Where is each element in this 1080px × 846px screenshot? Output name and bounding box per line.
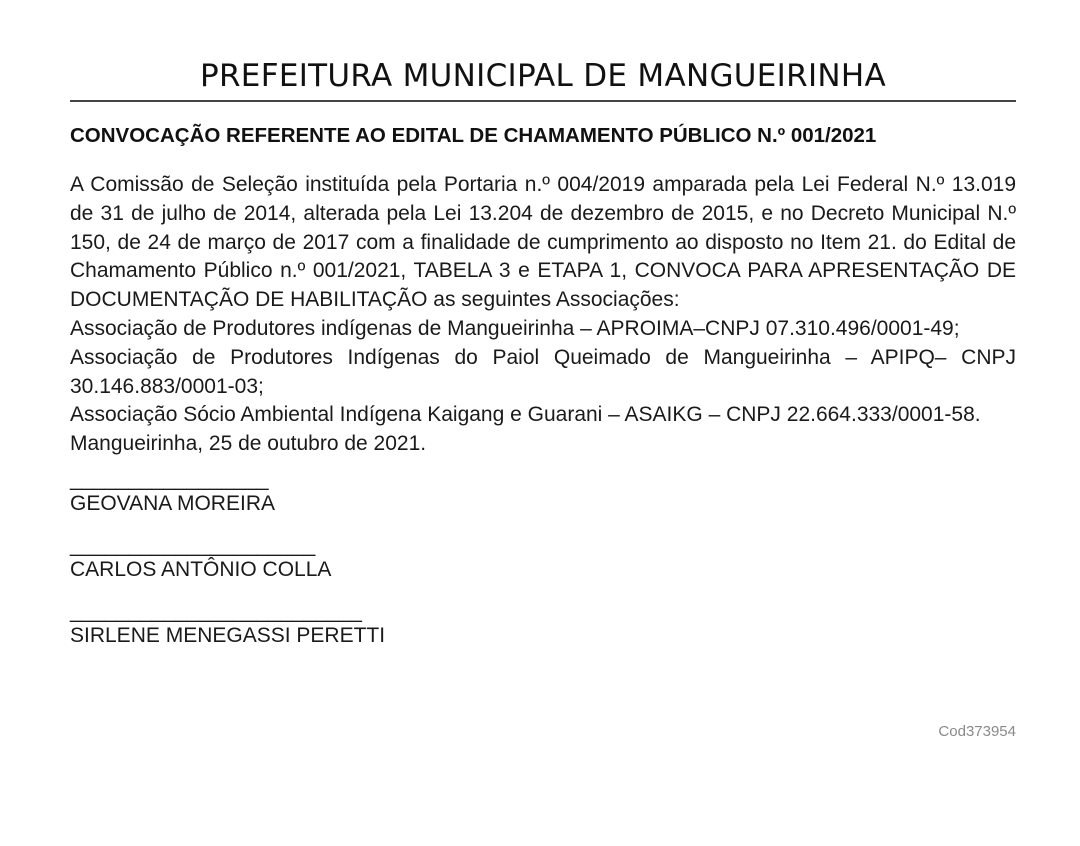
signature-entry xyxy=(70,601,1016,649)
signature-block xyxy=(70,469,1016,649)
document-heading: CONVOCAÇÃO REFERENTE AO EDITAL DE CHAMAMENTO PÚBLICO N.º 001/2021 xyxy=(70,124,877,147)
document-page xyxy=(70,56,1016,649)
intro-paragraph: A Comissão de Seleção instituída pela Portaria n.º 004/2019 amparada pela Lei Federal N.º 13.019 de 31 de julho de 2014, alterada pela Lei 13.204 de dezembro de 2015, e no Decreto Municipal N.º 150, de 24 de março de 2017 com a finalidade de cumprimento ao disposto no Item 21. do Edital de Chamamento Público n.º 001/2021, TABELA 3 e ETAPA 1, CONVOCA PARA APRESENTAÇÃO DE DOCUMENTAÇÃO DE HABILITAÇÃO as seguintes Associações: xyxy=(70,173,1016,312)
title-divider xyxy=(70,100,1016,102)
place-date: Mangueirinha, 25 de outubro de 2021. xyxy=(70,432,427,456)
signature-line: _________________ xyxy=(70,467,269,491)
signature-entry xyxy=(70,469,1016,517)
document-body xyxy=(70,171,1016,459)
signatory-name: CARLOS ANTÔNIO COLLA xyxy=(70,557,332,581)
signatory-name: GEOVANA MOREIRA xyxy=(70,491,275,515)
association-item: Associação de Produtores indígenas de Mangueirinha – APROIMA–CNPJ 07.310.496/0001-49; xyxy=(70,316,960,340)
page-title: PREFEITURA MUNICIPAL DE MANGUEIRINHA xyxy=(199,58,887,94)
signature-entry xyxy=(70,535,1016,583)
association-item: Associação Sócio Ambiental Indígena Kaigang e Guarani – ASAIKG – CNPJ 22.664.333/0001-58. xyxy=(70,403,981,427)
publication-code: Cod373954 xyxy=(938,723,1016,740)
association-item: Associação de Produtores Indígenas do Paiol Queimado de Mangueirinha – APIPQ– CNPJ 30.146.883/0001-03; xyxy=(70,345,1016,398)
signature-line: _____________________ xyxy=(70,533,316,557)
signature-line: _________________________ xyxy=(70,599,362,623)
signatory-name: SIRLENE MENEGASSI PERETTI xyxy=(70,623,386,647)
